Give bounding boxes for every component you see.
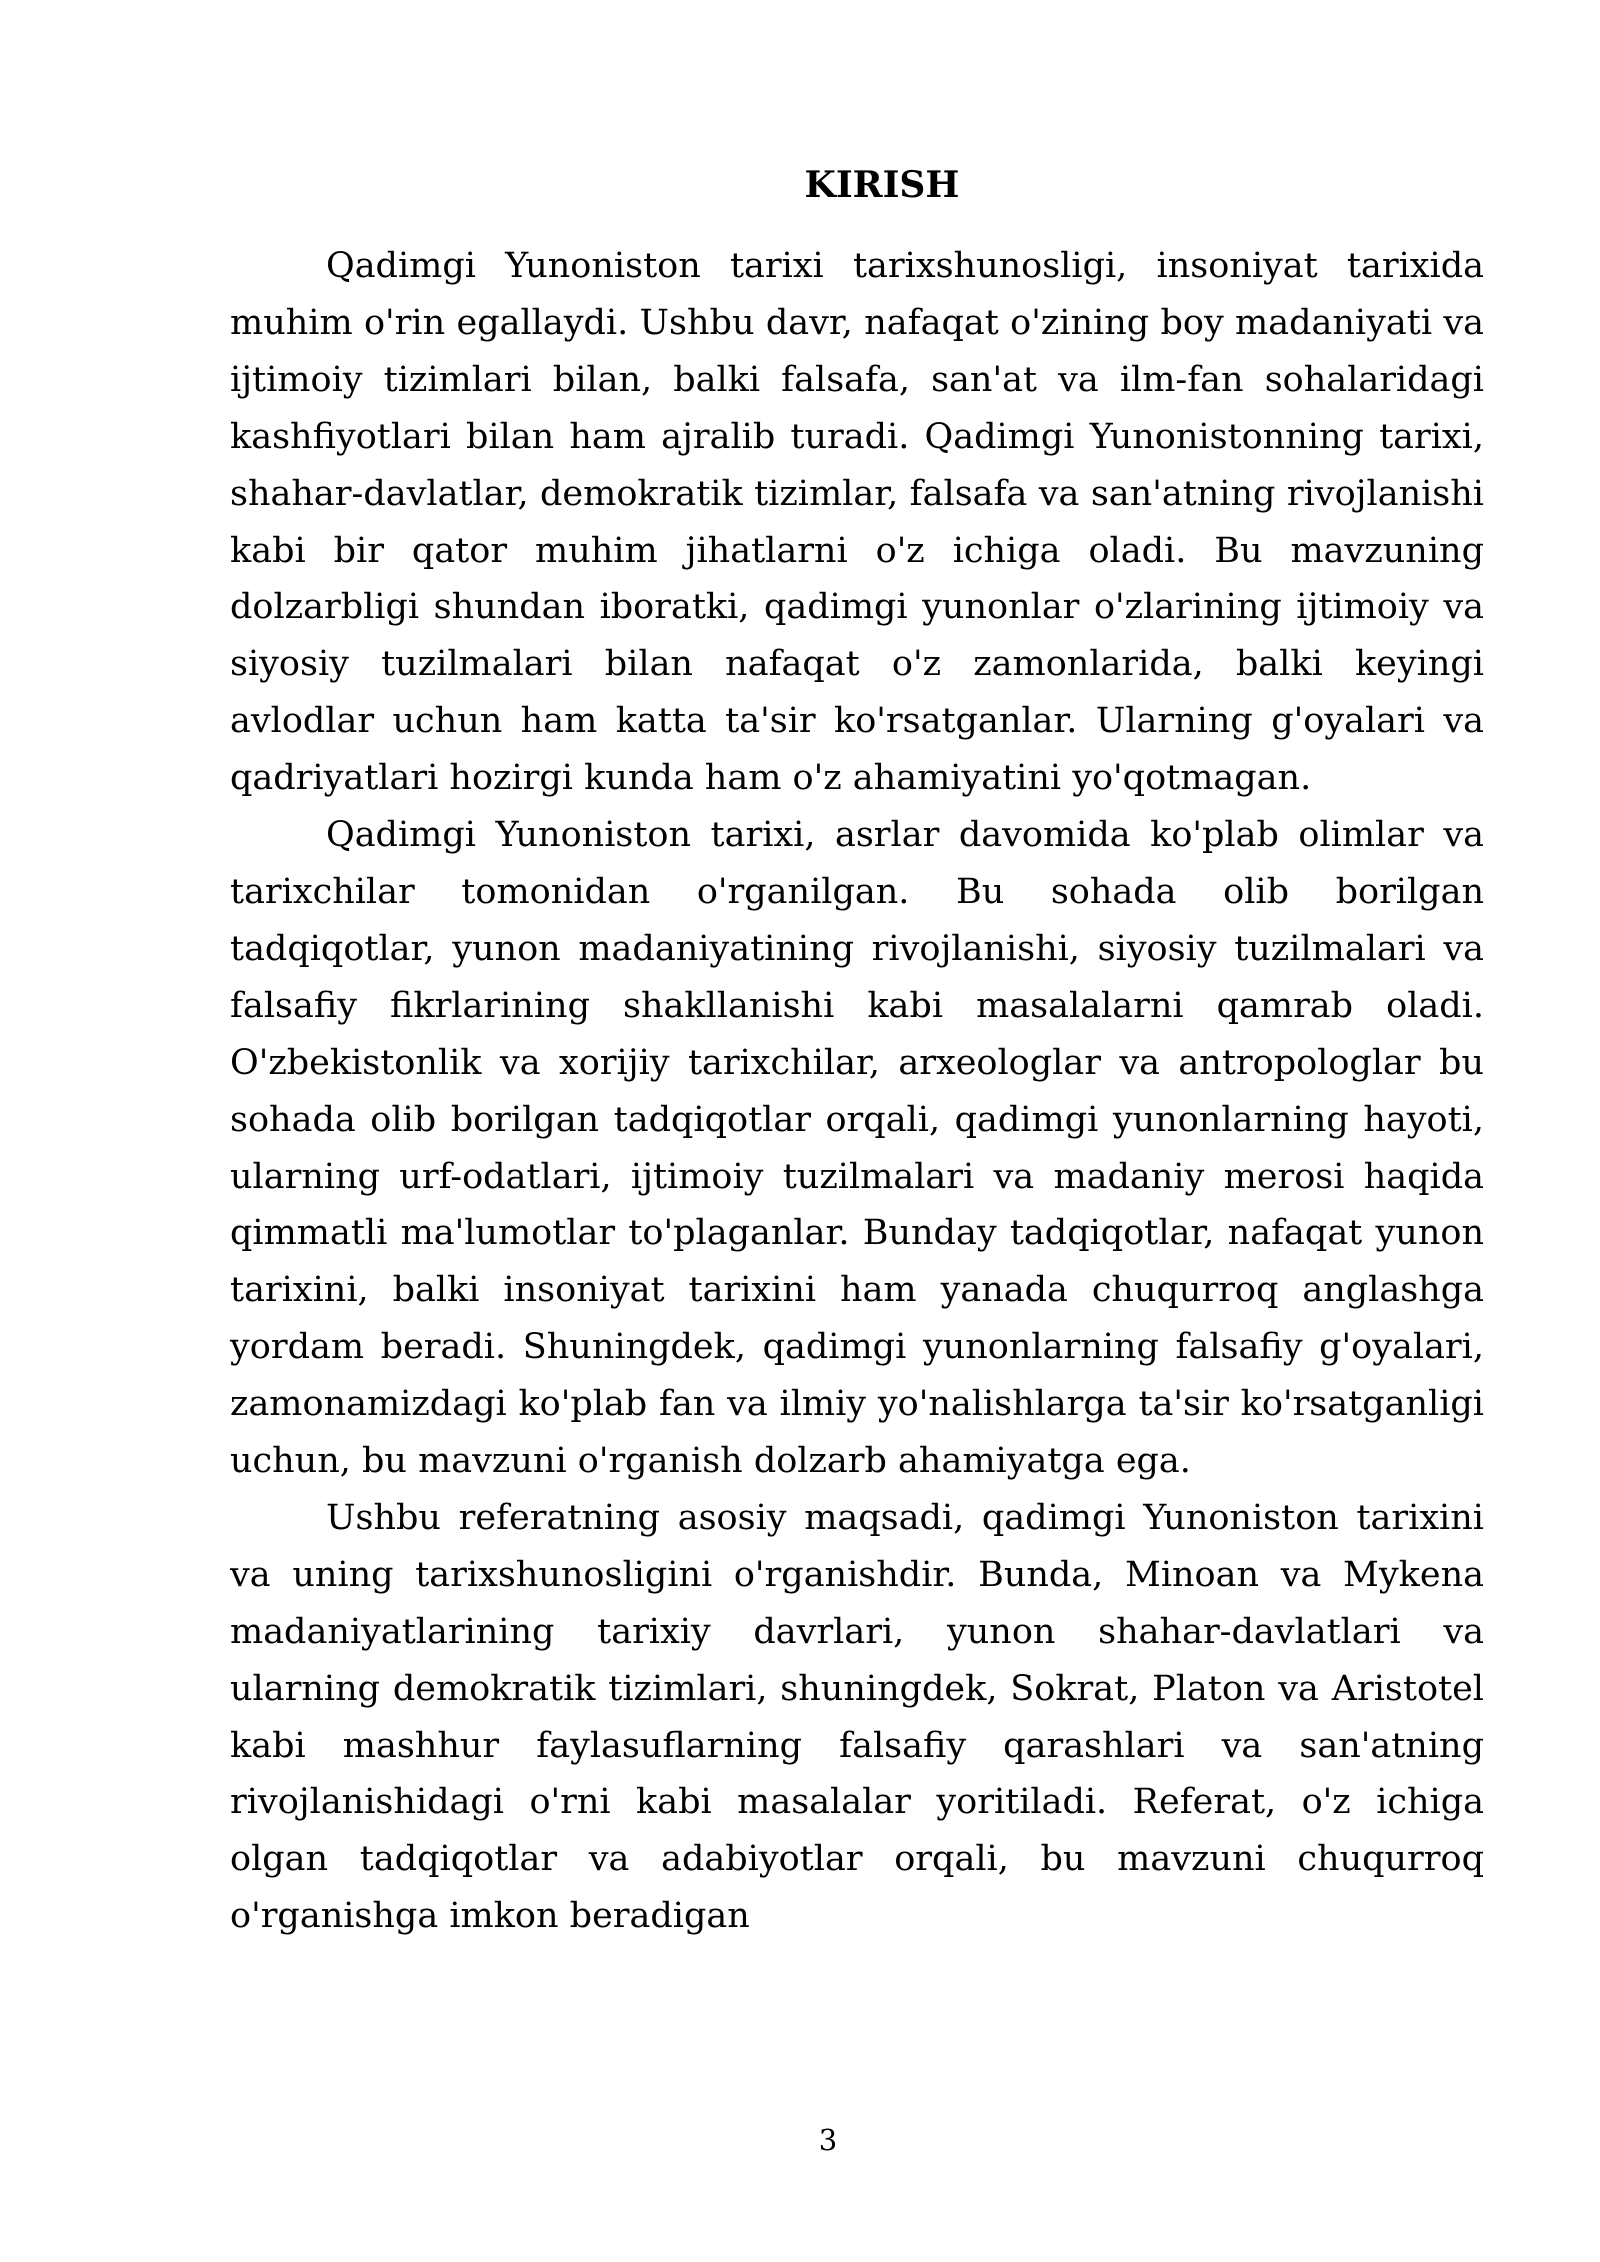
- body-paragraph: Ushbu referatning asosiy maqsadi, qadimgi Yunoniston tarixini va uning tarixshunosligini o'rganishdir. Bunda, Minoan va Mykena madaniyatlarining tarixiy davrlari, yunon shahar-davlatlari va ularning demokratik tizimlari, shuningdek, Sokrat, Platon va Aristotel kabi mashhur faylasuflarning falsafiy qarashlari va san'atning rivojlanishidagi o'rni kabi masalalar yoritiladi. Referat, o'z ichiga olgan tadqiqotlar va adabiyotlar orqali, bu mavzuni chuqurroq o'rganishga imkon beradigan: [230, 1497, 1484, 1937]
- page-content: [230, 150, 1484, 1945]
- section-title: KIRISH: [804, 164, 960, 206]
- body-paragraph: Qadimgi Yunoniston tarixi, asrlar davomida ko'plab olimlar va tarixchilar tomonidan o'rganilgan. Bu sohada olib borilgan tadqiqotlar, yunon madaniyatining rivojlanishi, siyosiy tuzilmalari va falsafiy fikrlarining shakllanishi kabi masalalarni qamrab oladi. O'zbekistonlik va xorijiy tarixchilar, arxeologlar va antropologlar bu sohada olib borilgan tadqiqotlar orqali, qadimgi yunonlarning hayoti, ularning urf-odatlari, ijtimoiy tuzilmalari va madaniy merosi haqida qimmatli ma'lumotlar to'plaganlar. Bunday tadqiqotlar, nafaqat yunon tarixini, balki insoniyat tarixini ham yanada chuqurroq anglashga yordam beradi. Shuningdek, qadimgi yunonlarning falsafiy g'oyalari, zamonamizdagi ko'plab fan va ilmiy yo'nalishlarga ta'sir ko'rsatganligi uchun, bu mavzuni o'rganish dolzarb ahamiyatga ega.: [230, 815, 1484, 1482]
- body-paragraph: Qadimgi Yunoniston tarixi tarixshunosligi, insoniyat tarixida muhim o'rin egallaydi. Ushbu davr, nafaqat o'zining boy madaniyati va ijtimoiy tizimlari bilan, balki falsafa, san'at va ilm-fan sohalaridagi kashfiyotlari bilan ham ajralib turadi. Qadimgi Yunonistonning tarixi, shahar-davlatlar, demokratik tizimlar, falsafa va san'atning rivojlanishi kabi bir qator muhim jihatlarni o'z ichiga oladi. Bu mavzuning dolzarbligi shundan iboratki, qadimgi yunonlar o'zlarining ijtimoiy va siyosiy tuzilmalari bilan nafaqat o'z zamonlarida, balki keyingi avlodlar uchun ham katta ta'sir ko'rsatganlar. Ularning g'oyalari va qadriyatlari hozirgi kunda ham o'z ahamiyatini yo'qotmagan.: [230, 246, 1484, 799]
- page-number: 3: [818, 2123, 838, 2157]
